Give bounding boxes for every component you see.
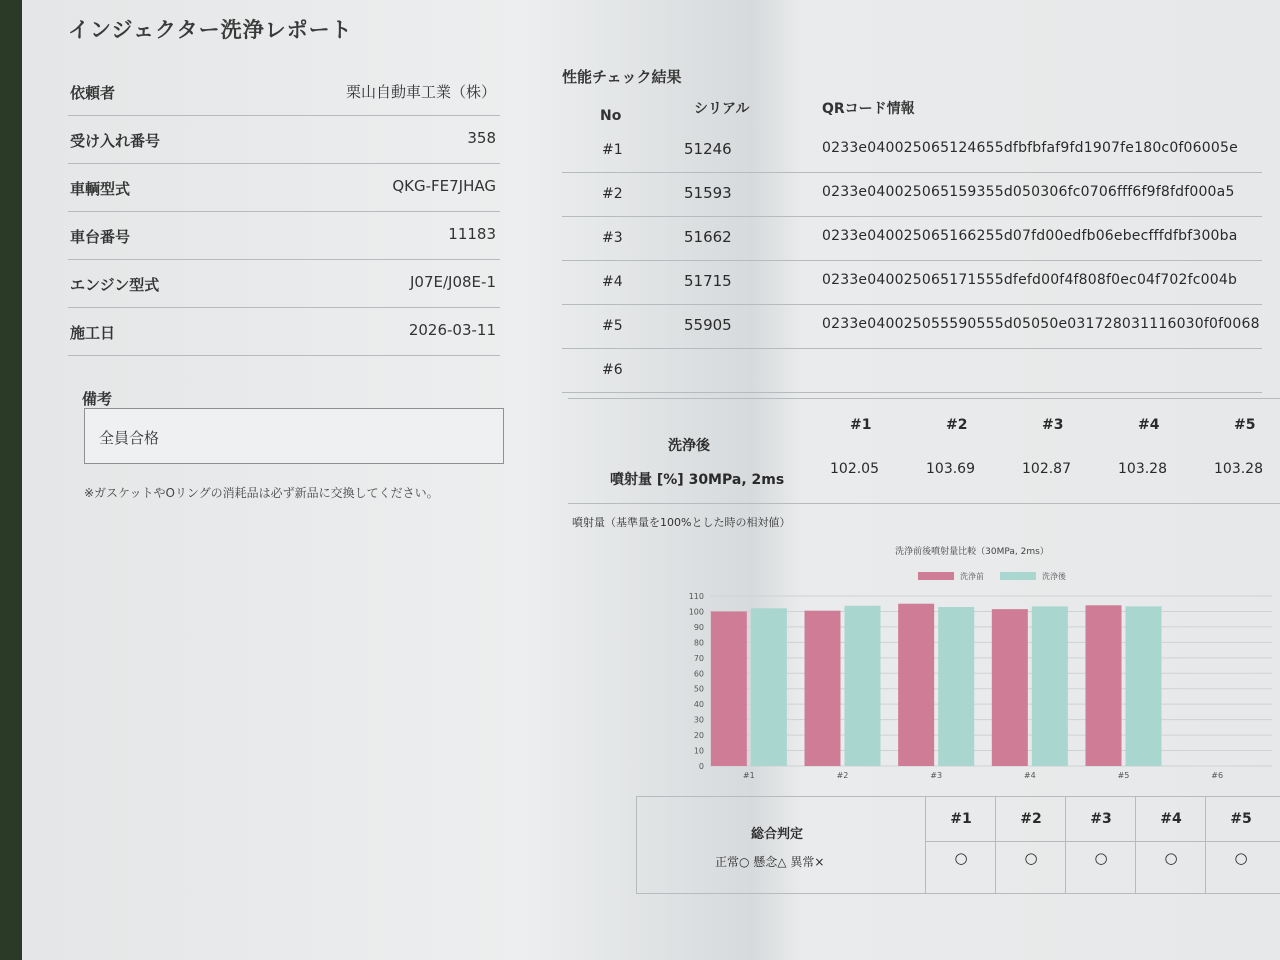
bar [898,604,934,766]
legend-swatch [1000,572,1036,580]
chart-svg [662,540,1280,782]
x-tick-label: #2 [836,771,849,780]
y-tick-label: 90 [693,622,704,632]
bar [1126,606,1162,766]
chart-caption: 噴射量（基準量を100%とした時の相対値） [572,516,791,529]
judge-label: 総合判定 [751,827,804,842]
x-tick-label: #1 [742,771,755,780]
perf-row [562,260,1262,305]
perf-no: #3 [602,230,623,246]
info-label: 車輌型式 [70,180,131,198]
judge-value: ○ [1094,849,1108,867]
bar [805,611,841,766]
perf-header-qr: QRコード情報 [822,101,915,117]
judge-value: ○ [1024,849,1038,867]
perf-serial: 51715 [684,272,732,290]
perf-row [562,304,1262,349]
report-paper [22,0,1280,960]
judge-value: ○ [1164,849,1178,867]
after-col-header: #5 [1234,417,1256,433]
judge-col-header: #3 [1090,811,1112,827]
after-col-header: #4 [1138,417,1160,433]
y-tick-label: 50 [693,684,704,694]
perf-qr: 0233e040025065171555dfefd00f4f808f0ec04f702fc004b [822,272,1238,288]
after-value: 103.28 [1214,461,1263,477]
perf-no: #1 [602,142,623,158]
perf-qr: 0233e040025065166255d07fd00edfb06ebecfffdfbf300ba [822,228,1238,244]
x-tick-label: #3 [930,771,943,780]
y-tick-label: 10 [693,746,704,756]
info-row-client [68,68,500,116]
y-tick-label: 40 [693,700,704,710]
judge-value: ○ [1234,849,1248,867]
perf-row [562,128,1262,173]
y-tick-label: 100 [688,607,704,617]
flow-label: 噴射量 [%] 30MPa, 2ms [610,472,785,488]
info-label: 依頼者 [70,84,116,102]
legend-label: 洗浄後 [1042,572,1066,581]
bar [938,607,974,766]
bar [751,608,787,766]
judge-legend: 正常○ 懸念△ 異常× [715,855,825,869]
perf-no: #6 [602,362,623,378]
perf-qr: 0233e040025065124655dfbfbfaf9fd1907fe180c0f06005e [822,140,1238,156]
bar [711,611,747,766]
perf-row [562,348,1262,393]
after-value: 102.05 [830,461,879,477]
perf-no: #5 [602,318,623,334]
y-tick-label: 80 [693,638,704,648]
perf-serial: 51246 [684,140,732,158]
info-value: 11183 [448,225,496,243]
y-tick-label: 60 [693,669,704,679]
bar [992,609,1028,766]
remarks-label: 備考 [82,390,113,408]
judge-col-header: #4 [1160,811,1182,827]
perf-row [562,172,1262,217]
judge-cell [925,797,996,893]
perf-serial: 55905 [684,316,732,334]
perf-qr: 0233e040025055590555d05050e031728031116030f0f0068 [822,316,1260,332]
perf-row [562,216,1262,261]
judge-col-header: #1 [950,811,972,827]
bar [1032,606,1068,766]
after-value: 103.28 [1118,461,1167,477]
bar [845,606,881,766]
x-tick-label: #4 [1023,771,1036,780]
bar [1086,605,1122,766]
perf-serial: 51662 [684,228,732,246]
perf-header-no: No [600,108,622,124]
judge-col-header: #2 [1020,811,1042,827]
legend-swatch [918,572,954,580]
judge-cell [1135,797,1206,893]
y-tick-label: 20 [693,731,704,741]
y-tick-label: 110 [688,592,704,601]
overall-judgement-table [636,796,1280,894]
info-value: J07E/J08E-1 [410,273,496,291]
y-tick-label: 30 [693,715,704,725]
after-value: 103.69 [926,461,975,477]
chart-title: 洗浄前後噴射量比較（30MPa, 2ms） [895,547,1049,557]
y-tick-label: 70 [693,653,704,663]
info-label: 施工日 [70,324,116,342]
remarks-value: 全員合格 [99,429,160,447]
after-value: 102.87 [1022,461,1071,477]
perf-serial: 51593 [684,184,732,202]
info-label: エンジン型式 [70,276,160,294]
info-value: 栗山自動車工業（株） [345,83,496,101]
after-col-header: #3 [1042,417,1064,433]
perf-qr: 0233e040025065159355d050306fc0706fff6f9f8fdf000a5 [822,184,1235,200]
injection-chart [662,540,1280,782]
legend-label: 洗浄前 [960,572,984,581]
info-row-engine [68,260,500,308]
judge-cell [995,797,1066,893]
perf-title: 性能チェック結果 [562,68,682,86]
after-col-header: #2 [946,417,968,433]
judge-value: ○ [954,849,968,867]
info-value: QKG-FE7JHAG [392,177,496,195]
info-row-vehicle-model [68,164,500,212]
after-cleaning-table [568,398,1280,504]
remarks-box [84,408,504,464]
x-tick-label: #5 [1117,771,1130,780]
y-tick-label: 0 [698,762,704,771]
perf-no: #4 [602,274,623,290]
judge-col-header: #5 [1230,811,1252,827]
consumables-note: ※ガスケットやOリングの消耗品は必ず新品に交換してください。 [84,486,439,500]
info-row-date [68,308,500,356]
info-value: 358 [467,129,496,147]
judge-cell [1205,797,1276,893]
info-label: 車台番号 [70,228,131,246]
x-tick-label: #6 [1211,771,1224,780]
info-row-chassis [68,212,500,260]
judge-cell [1065,797,1136,893]
info-label: 受け入れ番号 [70,132,161,150]
after-label: 洗浄後 [668,438,710,454]
perf-header-serial: シリアル [694,101,750,117]
report-title: インジェクター洗浄レポート [68,18,353,42]
info-value: 2026-03-11 [408,321,496,339]
perf-no: #2 [602,186,623,202]
after-col-header: #1 [850,417,872,433]
info-row-receipt [68,116,500,164]
